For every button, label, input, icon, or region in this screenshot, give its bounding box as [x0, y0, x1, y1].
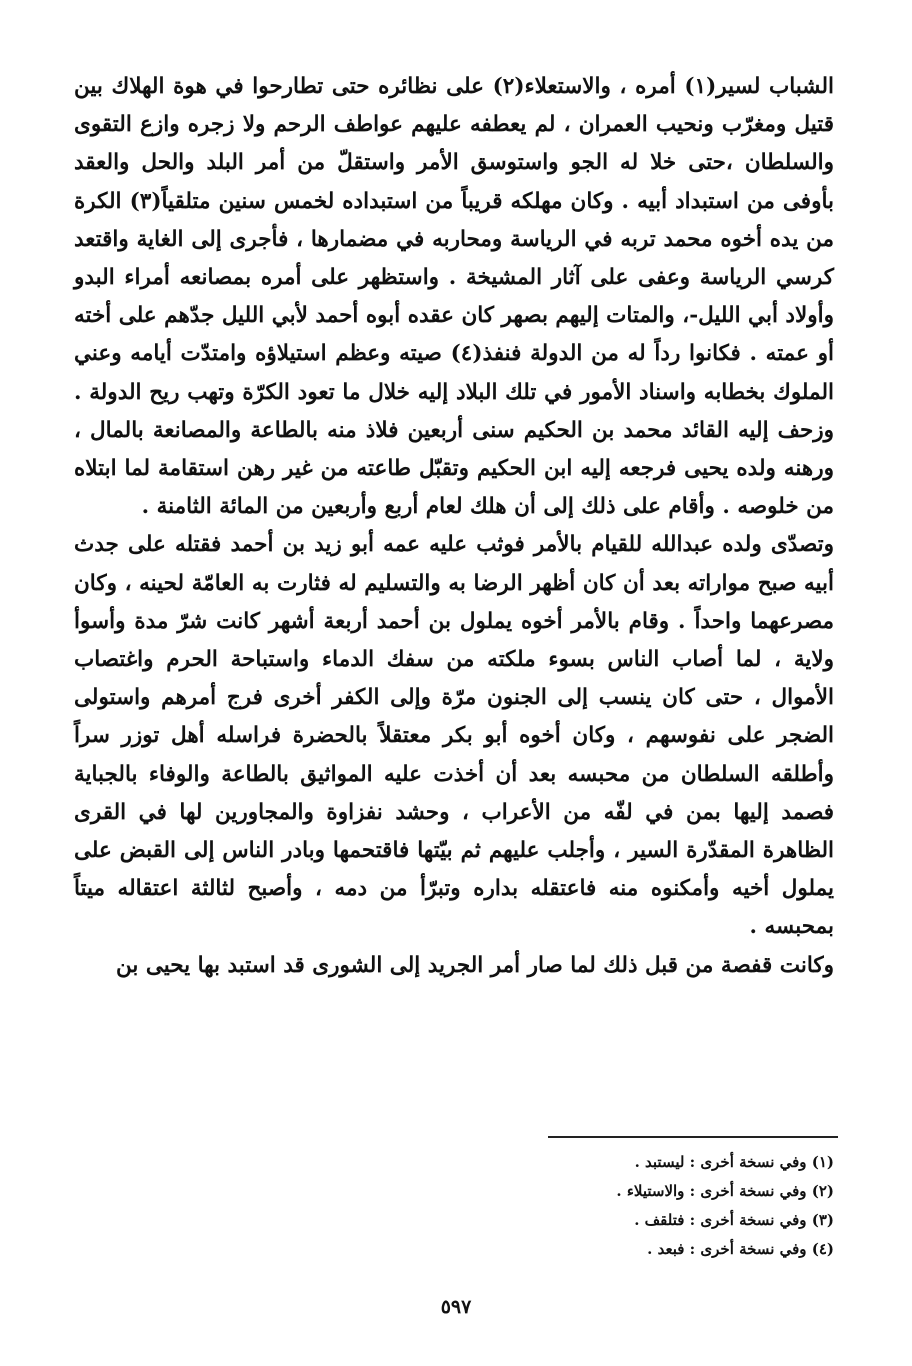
page-number: ٥٩٧ [440, 1296, 472, 1318]
footnote-divider [548, 1136, 838, 1138]
footnote-2: (٢) وفي نسخة أخرى : والاستيلاء . [616, 1182, 834, 1200]
paragraph-2: وتصدّى ولده عبدالله للقيام بالأمر فوثب عليه عمه أبو زيد بن أحمد فقتله على جدث أبيه صبح مواراته بعد أن كان أظهر الرضا به والتسليم له فثارت به العامّة لحينه ، وكان مصرعهما واحداً . وقام بالأمر أخوه يملول بن أحمد أربعة أشهر كانت شرّ مدة وأسوأ ولاية ، لما أصاب الناس بسوء ملكته من سفك الدماء واستباحة الحرم واغتصاب الأموال ، حتى كان ينسب إلى الجنون مرّة وإلى الكفر أخرى فرج أمرهم واستولى الضجر على نفوسهم ، وكان أخوه أبو بكر معتقلاً بالحضرة فراسله أهل توزر سراً وأطلقه السلطان من محبسه بعد أن أخذت عليه المواثيق بالطاعة والوفاء بالجباية فصمد إليها بمن في لفّه من الأعراب ، وحشد نفزاوة والمجاورين لها في القرى الظاهرة المقدّرة السير ، وأجلب عليهم ثم بيّتها فاقتحمها وبادر الناس إلى القبض على يملول أخيه وأمكنوه منه فاعتقله بداره وتبرّأ من دمه ، وأصبح لثالثة اعتقاله ميتاً بمحبسه . [74, 532, 834, 940]
footnote-3: (٣) وفي نسخة أخرى : فتلقف . [634, 1211, 834, 1229]
footnote-4: (٤) وفي نسخة أخرى : فبعد . [647, 1240, 834, 1258]
footnote-1: (١) وفي نسخة أخرى : ليستبد . [634, 1153, 834, 1171]
paragraph-3: وكانت قفصة من قبل ذلك لما صار أمر الجريد إلى الشورى قد استبد بها يحيى بن [116, 952, 834, 978]
main-text [74, 68, 834, 985]
paragraph-1: الشباب لسير(١) أمره ، والاستعلاء(٢) على نظائره حتى تطارحوا في هوة الهلاك بين قتيل ومغرّب ونحيب العمران ، لم يعطفه عليهم عواطف الرحم ولا زجره وازع التقوى والسلطان ،حتى خلا له الجو واستوسق الأمر واستقلّ من أمر البلد والحل والعقد بأوفى من استبداد أبيه . وكان مهلكه قريباً من استبداده لخمس سنين متلقياً(٣) الكرة من يده أخوه محمد تربه في الرياسة ومحاربه في مضمارها ، فأجرى إلى الغاية واقتعد كرسي الرياسة وعفى على آثار المشيخة . واستظهر على أمره بمصانعه أمراء البدو وأولاد أبي الليل-، والمتات إليهم بصهر كان عقده أبوه أحمد لأبي الليل جدّهم على أخته أو عمته . فكانوا رداً له من الدولة فنفذ(٤) صيته وعظم استيلاؤه وامتدّت أيامه وعني الملوك بخطابه واسناد الأمور في تلك البلاد إليه خلال ما تعود الكرّة وتهب ريح الدولة . وزحف إليه القائد محمد بن الحكيم سنى أربعين فلاذ منه بالطاعة والمصانعة بالمال ، ورهنه ولده يحيى فرجعه إليه ابن الحكيم وتقبّل طاعته من غير رهن استقامة لما ابتلاه من خلوصه . وأقام على ذلك إلى أن هلك لعام أربع وأربعين من المائة الثامنة . [74, 74, 834, 520]
footnotes [454, 1148, 834, 1264]
